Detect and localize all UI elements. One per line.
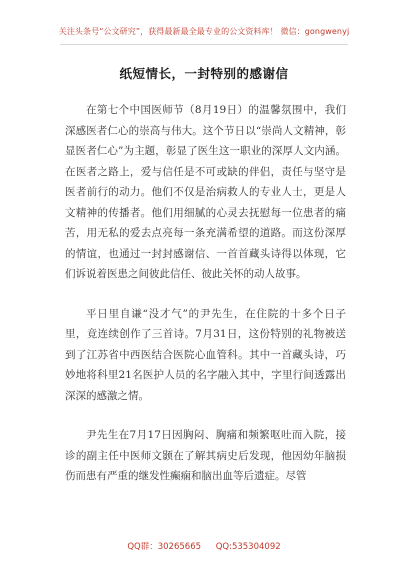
footer-qq[interactable]: QQ:535304092 (215, 542, 281, 552)
footer-qq-group[interactable]: QQ群：30265665 (127, 542, 202, 552)
footer-contact (0, 540, 408, 552)
body-paragraph-2: 平日里自谦“没才气”的尹先生，在住院的十多个日子里，竟连续创作了三首诗。7月31日，这份特别的礼物被送到了江苏省中西医结合医院心血管科。其中一首藏头诗，巧妙地将科里21名医护人员的名字融入其中，字里行间透露出深深的感激之情。 (65, 307, 346, 402)
header-promo-link[interactable]: 关注头条号“公文研究”，获得最新最全最专业的公文资料库！ 微信：gongwenyj (58, 27, 350, 36)
header-divider (60, 44, 348, 45)
document-title: 纸短情长，一封特别的感谢信 (119, 66, 289, 81)
body-paragraph-1: 在第七个中国医师节（8月19日）的温馨氛围中，我们深感医者仁心的崇高与伟大。这个节日以“崇尚人文精神，彰显医者仁心”为主题，彰显了医生这一职业的深厚人文内涵。在医者之路上，爱与信任是不可或缺的伴侣，责任与坚守是医者前行的动力。他们不仅是治病救人的专业人士，更是人文精神的传播者。他们用细腻的心灵去抚慰每一位患者的痛苦，用无私的爱去点亮每一条充满希望的道路。而这份深厚的情谊，也通过一封封感谢信、一首首藏头诗得以体现，它们诉说着医患之间彼此信任、彼此关怀的动人故事。 (65, 104, 346, 280)
body-paragraph-3: 尹先生在7月17日因胸闷、胸痛和频繁呕吐而入院，接诊的副主任中医师文颢在了解其病史后发现，他因幼年脑损伤而患有严重的继发性癫痫和脑出血等后遗症。尽管 (65, 429, 346, 482)
document-body (65, 100, 346, 506)
